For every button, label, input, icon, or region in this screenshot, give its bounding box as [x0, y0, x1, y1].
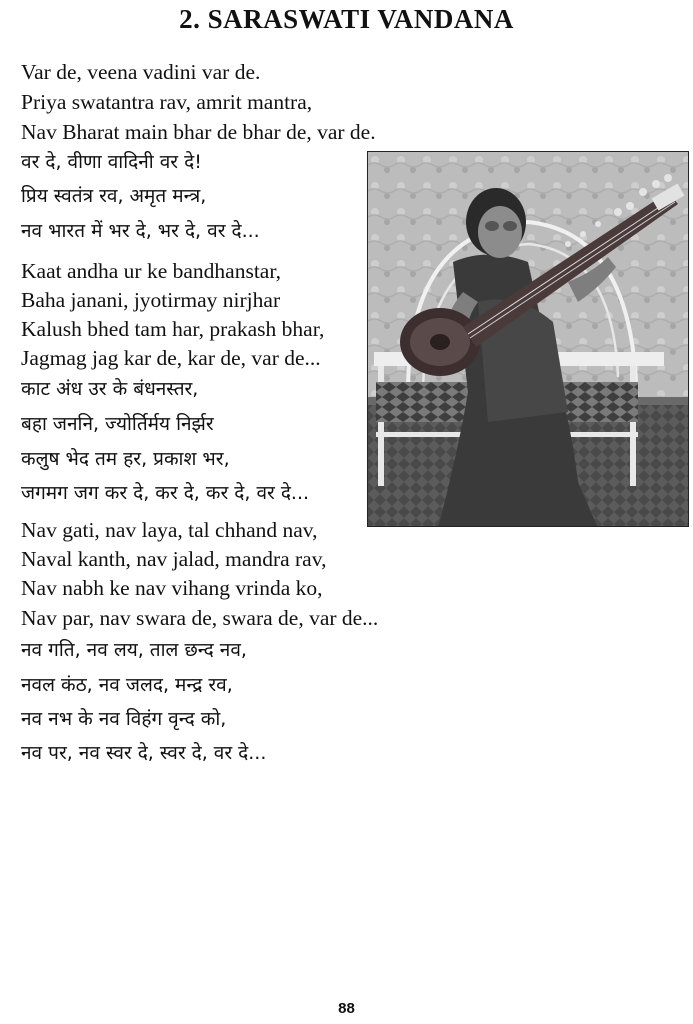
verse-line-devanagari: प्रिय स्वतंत्र रव, अमृत मन्त्र,: [21, 185, 207, 207]
verse-line: Var de, veena vadini var de.: [21, 60, 261, 84]
verse-line-devanagari: बहा जननि, ज्योर्तिर्मय निर्झर: [21, 413, 214, 435]
verse-line: Nav par, nav swara de, swara de, var de...: [21, 606, 379, 630]
verse-line-devanagari: नव भारत में भर दे, भर दे, वर दे...: [21, 220, 260, 242]
verse-line: Naval kanth, nav jalad, mandra rav,: [21, 547, 327, 571]
verse-line: Nav Bharat main bhar de bhar de, var de.: [21, 120, 376, 144]
verse-line-devanagari: नव गति, नव लय, ताल छन्द नव,: [21, 639, 247, 661]
verse-line: Priya swatantra rav, amrit mantra,: [21, 90, 313, 114]
verse-line: Nav nabh ke nav vihang vrinda ko,: [21, 576, 323, 600]
verse-line-devanagari: नवल कंठ, नव जलद, मन्द्र रव,: [21, 674, 233, 696]
verse-line: Nav gati, nav laya, tal chhand nav,: [21, 518, 318, 542]
verse-line-devanagari: वर दे, वीणा वादिनी वर दे!: [21, 151, 202, 173]
verse-line: Kaat andha ur ke bandhanstar,: [21, 259, 282, 283]
photo-woman-playing-sitar: [367, 151, 689, 527]
verse-line: Kalush bhed tam har, prakash bhar,: [21, 317, 325, 341]
page-number: 88: [338, 1000, 355, 1017]
photo-illustration: [368, 152, 689, 527]
verse-line: Baha janani, jyotirmay nirjhar: [21, 288, 281, 312]
verse-line-devanagari: नव नभ के नव विहंग वृन्द को,: [21, 708, 227, 730]
verse-line-devanagari: कलुष भेद तम हर, प्रकाश भर,: [21, 448, 230, 470]
verse-line-devanagari: जगमग जग कर दे, कर दे, कर दे, वर दे...: [21, 482, 310, 504]
page-title: 2. SARASWATI VANDANA: [179, 4, 514, 34]
verse-line-devanagari: काट अंध उर के बंधनस्तर,: [21, 378, 199, 400]
verse-line-devanagari: नव पर, नव स्वर दे, स्वर दे, वर दे...: [21, 742, 267, 764]
verse-line: Jagmag jag kar de, kar de, var de...: [21, 346, 321, 370]
